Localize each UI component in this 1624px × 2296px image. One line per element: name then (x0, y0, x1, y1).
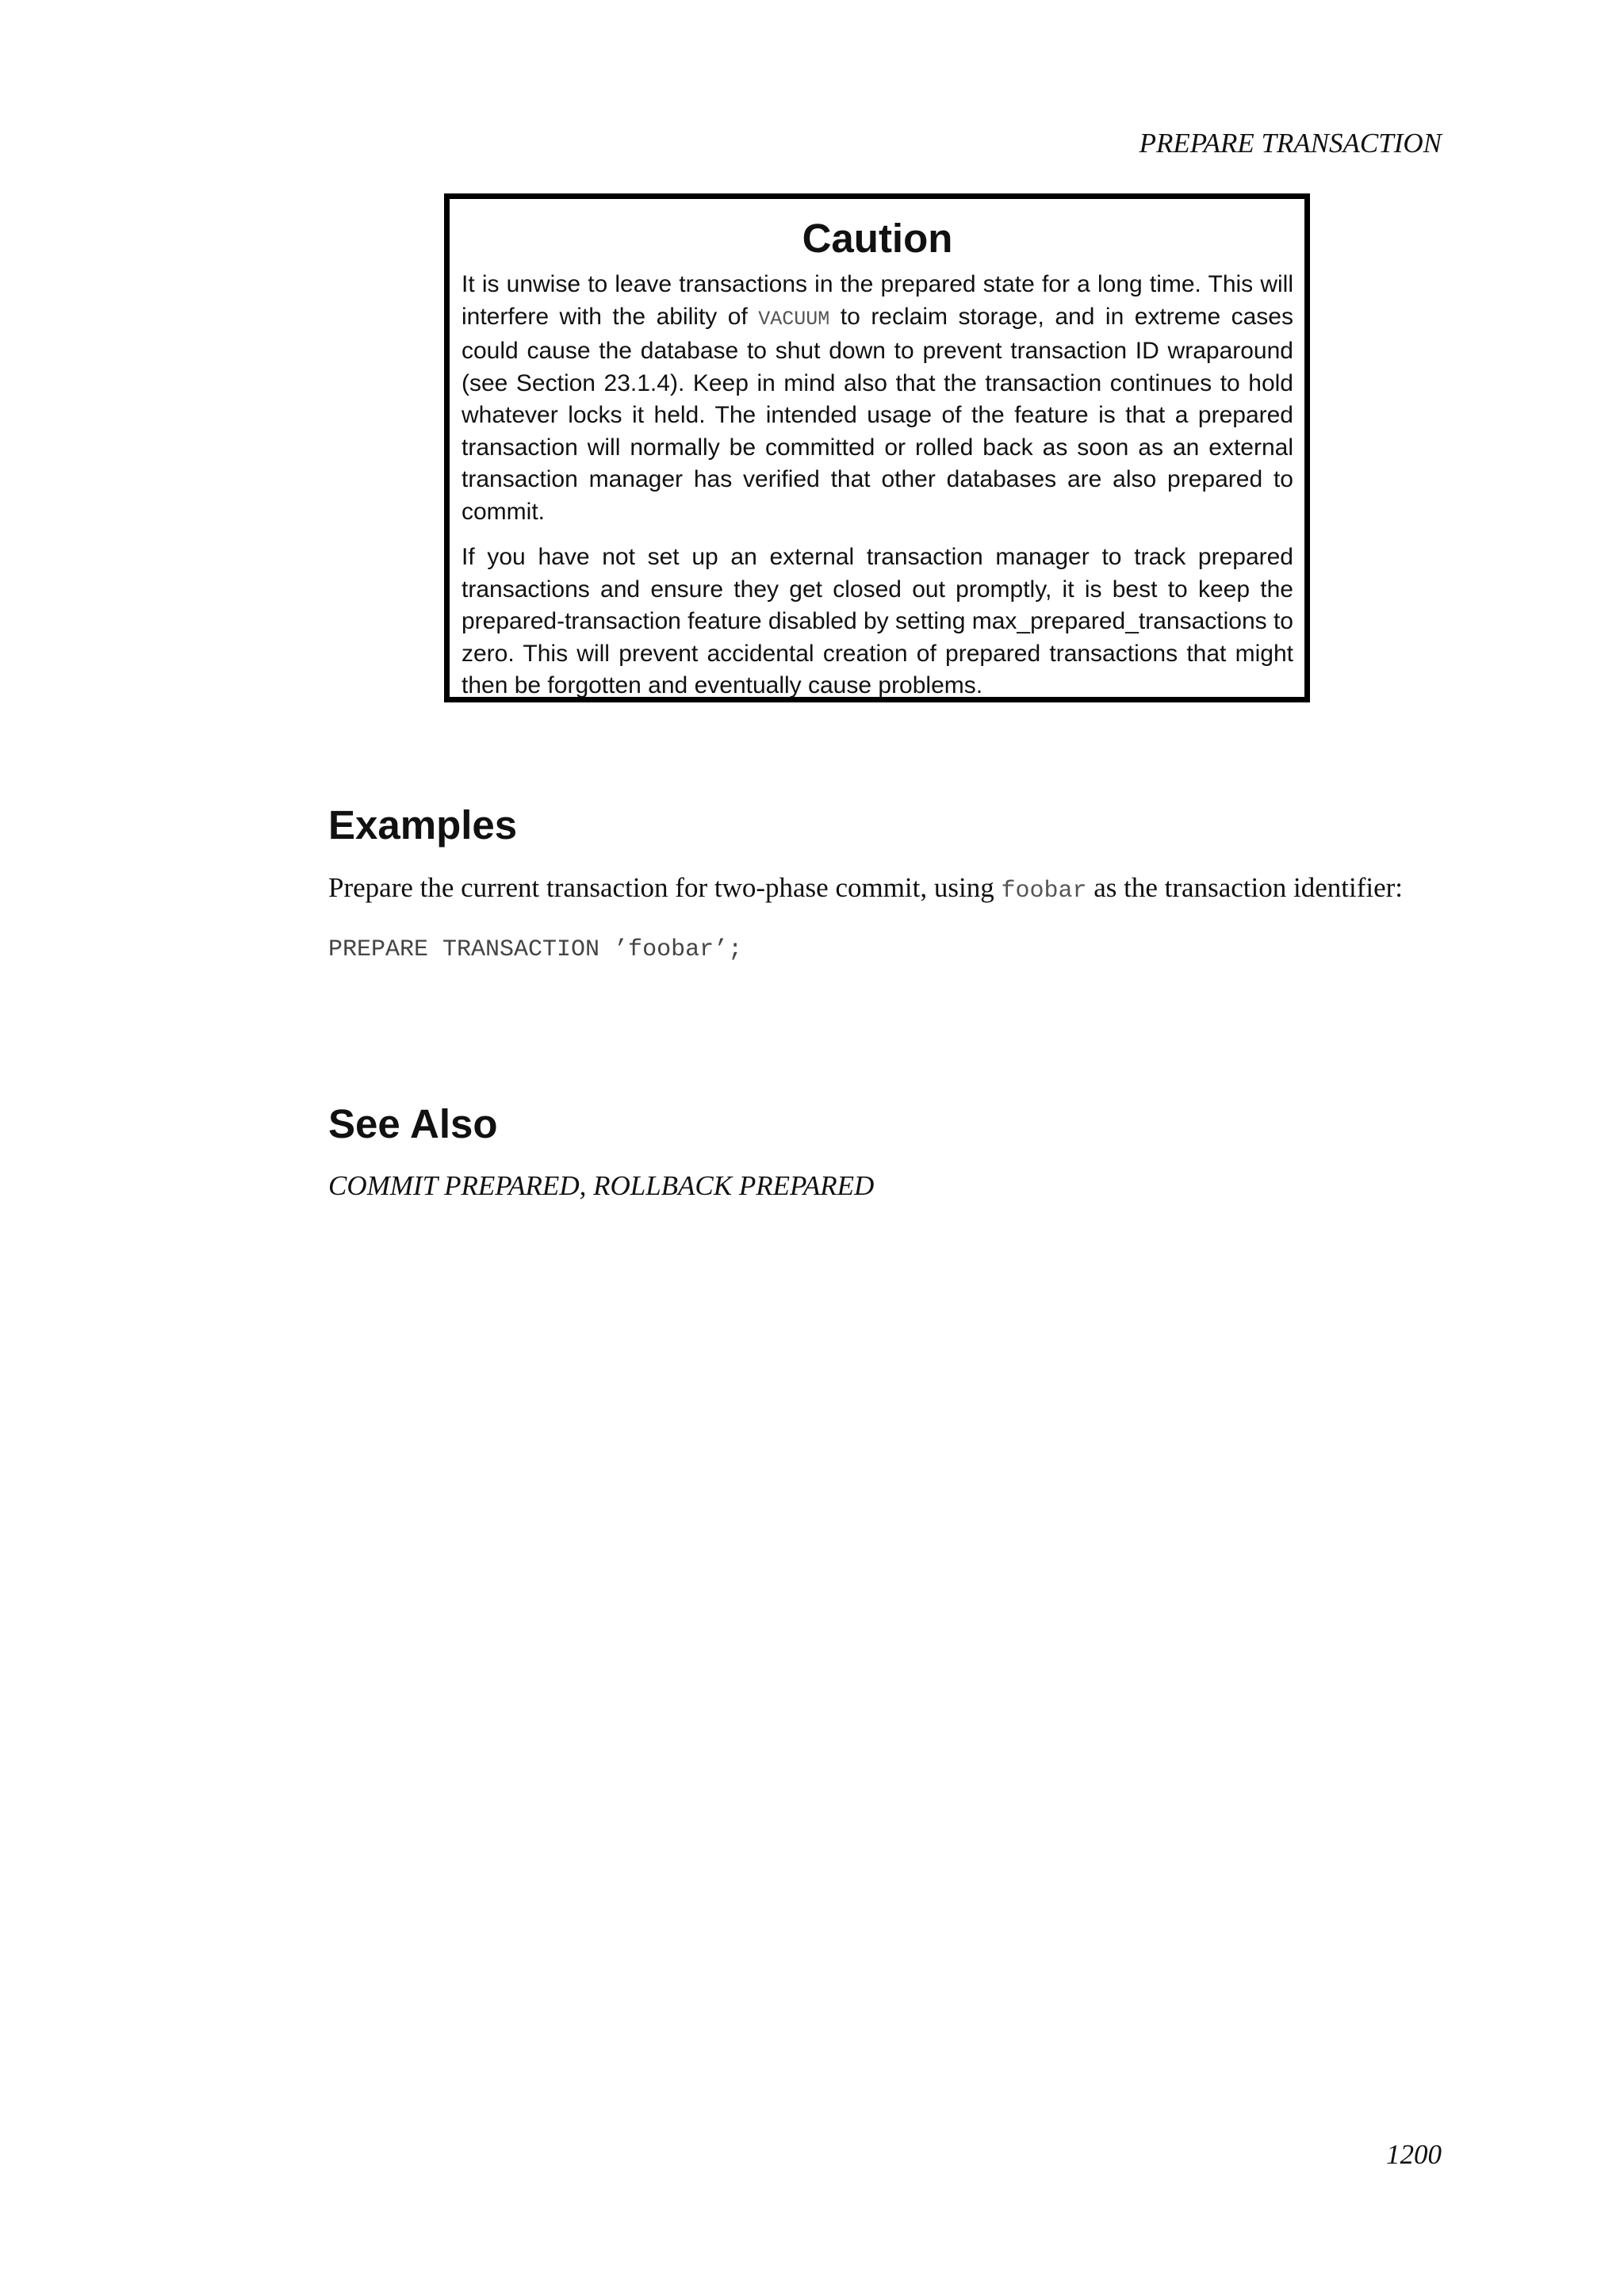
page-number: 1200 (1386, 2139, 1442, 2170)
see-also-references: COMMIT PREPARED, ROLLBACK PREPARED (328, 1170, 875, 1201)
caution-paragraph-text: to reclaim storage, and in extreme cases could cause the database to shut down to prevent transaction ID wraparound (see Section 23.1.4). Keep in mind also that the transaction continues to hold whatever locks it held. The intended usage of the feature is that a prepared transaction will normally be committed or rolled back as soon as an external transaction manager has verified that other databases are also prepared to commit. (462, 303, 1293, 525)
inline-code-foobar: foobar (1001, 878, 1087, 905)
caution-paragraph-text: It is unwise to leave transactions in the prepared state for a long time. This will interfere with the ability of (462, 271, 1293, 330)
caution-title: Caution (802, 216, 953, 261)
caution-box (444, 193, 1310, 702)
examples-description-text: Prepare the current transaction for two-phase commit, using (328, 872, 1002, 903)
inline-code-vacuum: VACUUM (758, 307, 830, 331)
examples-description (328, 871, 1403, 909)
running-header: PREPARE TRANSACTION (1139, 128, 1442, 159)
caution-paragraph (462, 269, 1293, 528)
examples-description-text: as the transaction identifier: (1086, 872, 1403, 903)
code-example: PREPARE TRANSACTION ’foobar’; (328, 936, 743, 963)
see-also-heading: See Also (328, 1101, 498, 1146)
caution-paragraph: If you have not set up an external transaction manager to track prepared transactions and ensure they get closed out promptly, it is best to keep the prepared-transaction feature disabled by setting max_prepared_transactions to zero. This will prevent accidental creation of prepared transactions that might then be forgotten and eventually cause problems. (462, 544, 1293, 698)
examples-heading: Examples (328, 802, 518, 848)
